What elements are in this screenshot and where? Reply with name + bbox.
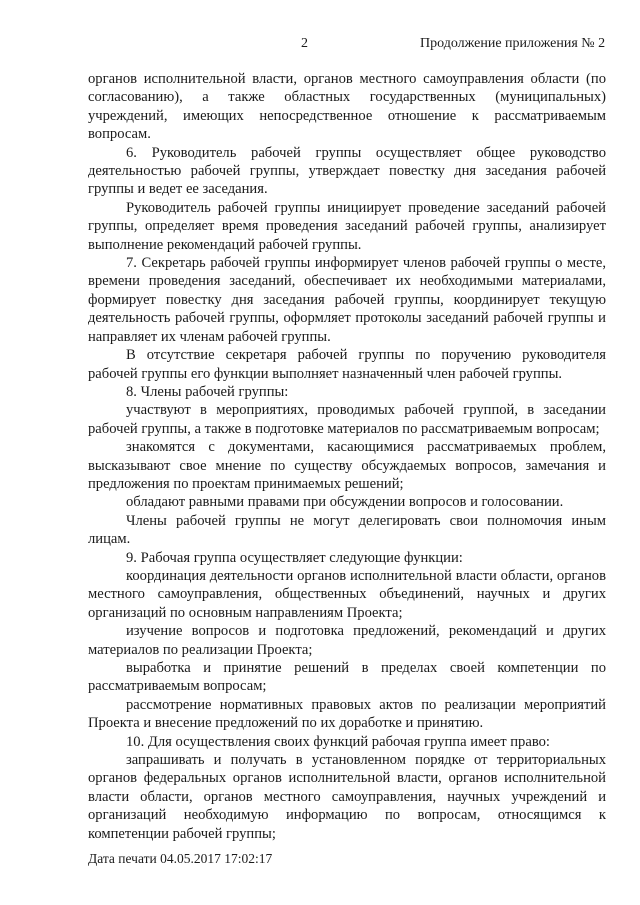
- paragraph: рассмотрение нормативных правовых актов по реализации мероприятий Проекта и внесение предложений по их доработке и принятию.: [88, 696, 606, 732]
- paragraph: изучение вопросов и подготовка предложений, рекомендаций и других материалов по реализации Проекта;: [88, 623, 606, 658]
- paragraph: Руководитель рабочей группы инициирует проведение заседаний рабочей группы, определяет время проведения заседаний рабочей группы, анализирует выполнение рекомендаций рабочей группы.: [88, 199, 606, 253]
- paragraph: знакомятся с документами, касающимися рассматриваемых проблем, высказывают свое мнение по существу обсуждаемых вопросов, замечания и предложения по проектам принимаемых решений;: [88, 439, 606, 492]
- paragraph: обладают равными правами при обсуждении вопросов и голосовании.: [126, 494, 564, 511]
- paragraph: органов исполнительной власти, органов местного самоуправления области (по согласованию), а также областных государственных (муниципальных) учреждений, имеющих непосредственное отношение к рассматриваемым вопросам.: [88, 71, 606, 143]
- paragraph: 10. Для осуществления своих функций рабочая группа имеет право:: [126, 733, 550, 750]
- paragraph: 7. Секретарь рабочей группы информирует членов рабочей группы о месте, времени проведения заседаний, обеспечивает их необходимыми материалами, формирует повестку дня заседания рабочей группы, координирует текущую деятельность рабочей группы, оформляет протоколы заседаний рабочей группы и направляет их членам рабочей группы.: [88, 255, 606, 345]
- paragraph: участвуют в мероприятиях, проводимых рабочей группой, в заседании рабочей группы, а также в подготовке материалов по рассматриваемым вопросам;: [88, 402, 606, 437]
- print-date-footer: Дата печати 04.05.2017 17:02:17: [88, 851, 273, 866]
- paragraph: В отсутствие секретаря рабочей группы по поручению руководителя рабочей группы его функции выполняет назначенный член рабочей группы.: [88, 347, 606, 382]
- paragraph: запрашивать и получать в установленном порядке от территориальных органов федеральных органов исполнительной власти, органов исполнительной власти области, органов местного самоуправления, научных учреждений и организаций необходимую информацию по вопросам, относящимся к компетенции рабочей группы;: [88, 752, 606, 842]
- paragraph: 6. Руководитель рабочей группы осуществляет общее руководство деятельностью рабочей группы, утверждает повестку дня заседания рабочей группы и ведет ее заседания.: [88, 144, 606, 198]
- document-body: [88, 70, 606, 843]
- paragraph: координация деятельности органов исполнительной власти области, органов местного самоуправления, общественных объединений, научных и других организаций по основным направлениям Проекта;: [88, 567, 606, 621]
- paragraph: 9. Рабочая группа осуществляет следующие функции:: [126, 549, 463, 566]
- page-number: 2: [301, 36, 308, 51]
- paragraph: 8. Члены рабочей группы:: [126, 383, 289, 400]
- paragraph: выработка и принятие решений в пределах своей компетенции по рассматриваемым вопросам;: [88, 660, 606, 695]
- continuation-header: Продолжение приложения № 2: [420, 36, 606, 51]
- paragraph: Члены рабочей группы не могут делегировать свои полномочия иным лицам.: [88, 512, 606, 548]
